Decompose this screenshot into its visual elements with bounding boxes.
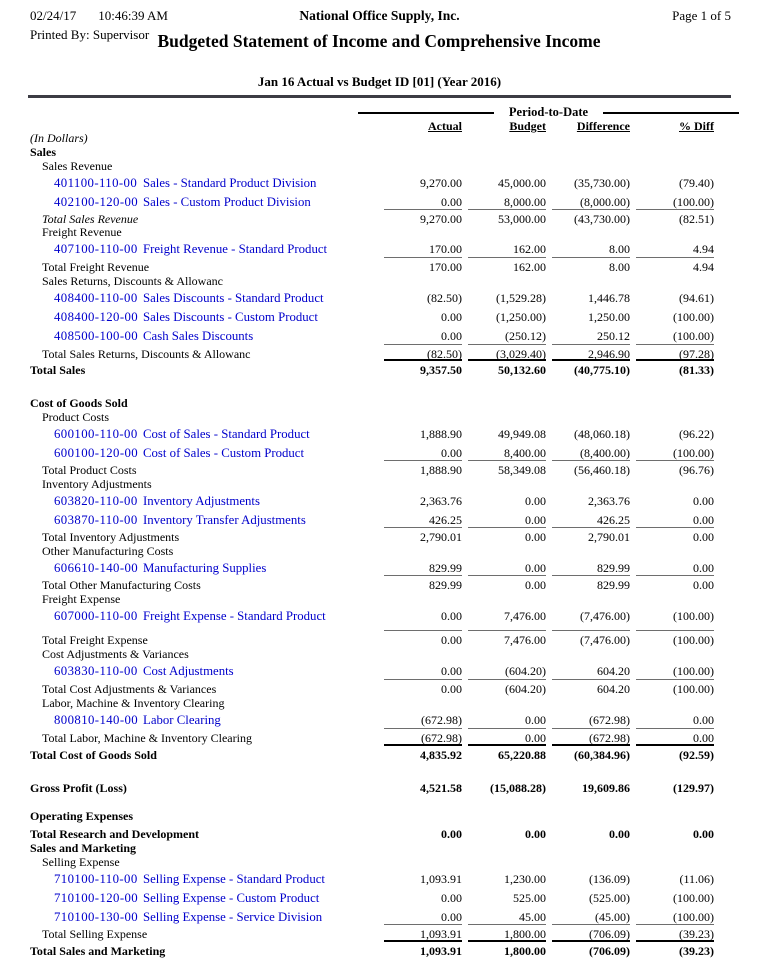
cell-budget: 0.00 [525, 494, 546, 508]
period-header-label: Period-to-Date [508, 105, 589, 119]
cell-actual: 2,363.76 [420, 494, 462, 508]
account-number-link[interactable]: 408400-120-00 [54, 310, 139, 324]
row-label: Total Freight Expense [42, 633, 148, 647]
cell-difference: 8.00 [609, 242, 630, 256]
cell-pctdiff: 0.00 [693, 827, 714, 841]
cell-difference: 8.00 [552, 257, 630, 274]
cell-budget: 49,949.08 [498, 427, 546, 441]
cell-actual: 426.25 [429, 513, 462, 527]
account-number-link[interactable]: 408400-110-00 [54, 291, 138, 305]
sub-row [30, 544, 714, 558]
cell-actual: 0.00 [441, 329, 462, 343]
cell-pctdiff: (39.23) [636, 924, 714, 941]
cell-budget: 0.00 [525, 713, 546, 727]
cell-difference: (40,775.10) [552, 359, 630, 377]
row-label: Operating Expenses [30, 809, 134, 823]
cell-actual: 829.99 [429, 561, 462, 575]
account-row [30, 872, 714, 887]
section-row [30, 809, 714, 823]
row-label: Gross Profit (Loss) [30, 781, 127, 795]
cell-difference: (8,400.00) [580, 446, 630, 460]
total-row [30, 212, 714, 226]
cell-budget: 1,230.00 [504, 872, 546, 886]
cell-difference: (706.09) [552, 940, 630, 958]
row-label: Total Cost Adjustments & Variances [42, 682, 217, 696]
cell-budget: 1,800.00 [468, 924, 546, 941]
account-row [30, 664, 714, 679]
cell-actual: 0.00 [441, 310, 462, 324]
cell-budget: 45.00 [519, 910, 546, 924]
row-label: Other Manufacturing Costs [42, 544, 174, 558]
account-description-link[interactable]: Freight Expense - Standard Product [143, 609, 326, 623]
cell-pctdiff: 0.00 [693, 561, 714, 575]
account-row [30, 513, 714, 528]
cell-difference: 1,446.78 [588, 291, 630, 305]
grand-row [30, 944, 714, 958]
cell-budget: (604.20) [468, 679, 546, 696]
account-description-link[interactable]: Inventory Transfer Adjustments [143, 513, 306, 527]
account-number-link[interactable]: 603820-110-00 [54, 494, 138, 508]
account-description-link[interactable]: Selling Expense - Service Division [143, 910, 323, 924]
cell-difference: (7,476.00) [580, 609, 630, 623]
cell-pctdiff: (129.97) [673, 781, 714, 795]
row-label: Total Sales Revenue [42, 212, 139, 226]
cell-actual: 0.00 [384, 679, 462, 696]
cell-pctdiff: (82.51) [636, 209, 714, 226]
cell-difference: (56,460.18) [552, 460, 630, 477]
row-label: Cost Adjustments & Variances [42, 647, 189, 661]
sub-row [30, 274, 714, 288]
cell-difference: (48,060.18) [574, 427, 630, 441]
cell-actual: 9,357.50 [384, 359, 462, 377]
print-time: 10:46:39 AM [98, 8, 168, 23]
account-number-link[interactable]: 600100-120-00 [54, 446, 139, 460]
sub-row [30, 855, 714, 869]
cell-actual: 0.00 [441, 827, 462, 841]
cell-actual: 9,270.00 [420, 176, 462, 190]
period-header-line-right [603, 112, 739, 114]
cell-actual: 829.99 [384, 575, 462, 592]
cell-pctdiff: (11.06) [679, 872, 714, 886]
account-description-link[interactable]: Selling Expense - Custom Product [143, 891, 320, 905]
sub-row [30, 159, 714, 173]
account-row [30, 291, 714, 306]
cell-budget: 0.00 [525, 827, 546, 841]
total-row [30, 260, 714, 274]
cell-budget: 8,400.00 [504, 446, 546, 460]
cell-budget: (1,529.28) [496, 291, 546, 305]
cell-difference: 19,609.86 [582, 781, 630, 795]
cell-difference: 2,363.76 [588, 494, 630, 508]
cell-pctdiff: 0.00 [693, 513, 714, 527]
total-row [30, 633, 714, 647]
row-label: Total Sales [30, 363, 86, 377]
report-title: Budgeted Statement of Income and Comprehensive Income [157, 31, 601, 51]
row-label: Product Costs [42, 410, 110, 424]
cell-difference: (672.98) [589, 713, 630, 727]
total-row [30, 927, 714, 941]
row-label: Freight Expense [42, 592, 121, 606]
row-label: Total Sales and Marketing [30, 944, 166, 958]
cell-difference: 250.12 [597, 329, 630, 343]
cell-budget: 162.00 [468, 257, 546, 274]
sub-row [30, 477, 714, 491]
row-label: Sales Returns, Discounts & Allowanc [42, 274, 223, 288]
printed-by: Printed By: Supervisor [30, 27, 150, 42]
cell-difference: 604.20 [552, 679, 630, 696]
cell-budget: 7,476.00 [504, 609, 546, 623]
cell-actual: 170.00 [429, 242, 462, 256]
account-row [30, 446, 714, 461]
cell-actual: 0.00 [441, 910, 462, 924]
cell-actual: 1,093.91 [384, 940, 462, 958]
account-row [30, 195, 714, 210]
cell-pctdiff: (100.00) [673, 446, 714, 460]
cell-budget: 58,349.08 [468, 460, 546, 477]
cell-difference: 2,946.90 [552, 344, 630, 361]
row-label: Total Sales Returns, Discounts & Allowanc [42, 347, 251, 361]
cell-actual: 1,093.91 [384, 924, 462, 941]
cell-difference: 0.00 [609, 827, 630, 841]
cell-actual: 1,093.91 [420, 872, 462, 886]
cell-actual: 4,835.92 [384, 744, 462, 762]
cell-pctdiff: (100.00) [673, 910, 714, 924]
row-label: Total Freight Revenue [42, 260, 150, 274]
cell-pctdiff: 0.00 [693, 713, 714, 727]
account-description-link[interactable]: Cost Adjustments [143, 664, 234, 678]
cell-actual: 0.00 [441, 609, 462, 623]
row-label: Sales and Marketing [30, 841, 137, 855]
cell-budget: (3,029.40) [468, 344, 546, 361]
account-row [30, 494, 714, 509]
column-header-pctdiff: % Diff [679, 119, 714, 133]
cell-budget: 7,476.00 [468, 630, 546, 647]
cell-actual: 0.00 [441, 446, 462, 460]
total-row [30, 463, 714, 477]
cell-budget: 525.00 [513, 891, 546, 905]
account-number-link[interactable]: 800810-140-00 [54, 713, 139, 727]
cell-actual: 0.00 [441, 891, 462, 905]
cell-difference: (672.98) [552, 728, 630, 745]
cell-budget: 65,220.88 [468, 744, 546, 762]
cell-pctdiff: 0.00 [636, 728, 714, 745]
account-number-link[interactable]: 710100-130-00 [54, 910, 139, 924]
account-description-link[interactable]: Freight Revenue - Standard Product [143, 242, 328, 256]
column-header-actual: Actual [428, 119, 462, 133]
cell-actual: 0.00 [441, 195, 462, 209]
grand-row [30, 781, 714, 795]
cell-pctdiff: (100.00) [673, 195, 714, 209]
cell-pctdiff: 0.00 [636, 527, 714, 544]
cell-actual: (672.98) [384, 728, 462, 745]
section-row [30, 396, 714, 410]
cell-pctdiff: (96.76) [636, 460, 714, 477]
row-label: Total Selling Expense [42, 927, 148, 941]
cell-budget: 53,000.00 [468, 209, 546, 226]
cell-budget: (250.12) [505, 329, 546, 343]
cell-actual: (672.98) [421, 713, 462, 727]
cell-actual: 0.00 [441, 664, 462, 678]
column-header-budget: Budget [509, 119, 546, 133]
account-number-link[interactable]: 408500-100-00 [54, 329, 139, 343]
account-row [30, 329, 714, 344]
cell-pctdiff: (100.00) [636, 679, 714, 696]
row-label: Total Product Costs [42, 463, 137, 477]
cell-difference: (136.09) [589, 872, 630, 886]
cell-budget: 0.00 [525, 561, 546, 575]
account-number-link[interactable]: 710100-120-00 [54, 891, 139, 905]
cell-pctdiff: 4.94 [636, 257, 714, 274]
cell-pctdiff: 4.94 [693, 242, 714, 256]
cell-actual: 9,270.00 [384, 209, 462, 226]
account-description-link[interactable]: Sales Discounts - Custom Product [143, 310, 318, 324]
row-label: Total Inventory Adjustments [42, 530, 180, 544]
account-number-link[interactable]: 401100-110-00 [54, 176, 138, 190]
report-subtitle: Jan 16 Actual vs Budget ID [01] (Year 2016) [257, 74, 502, 89]
total-row [30, 682, 714, 696]
cell-actual: 1,888.90 [420, 427, 462, 441]
cell-pctdiff: (100.00) [673, 329, 714, 343]
cell-pctdiff: (79.40) [679, 176, 714, 190]
header-divider [28, 95, 731, 98]
cell-budget: 0.00 [525, 513, 546, 527]
cell-difference: (60,384.96) [552, 744, 630, 762]
row-label: Selling Expense [42, 855, 120, 869]
cell-actual: (82.50) [427, 291, 462, 305]
account-row [30, 891, 714, 906]
row-label: Total Research and Development [30, 827, 199, 841]
row-label: Cost of Goods Sold [30, 396, 128, 410]
cell-budget: (604.20) [505, 664, 546, 678]
print-date: 02/24/17 [30, 8, 77, 23]
section-row [30, 841, 714, 855]
account-description-link[interactable]: Sales Discounts - Standard Product [143, 291, 324, 305]
account-row [30, 561, 714, 576]
cell-actual: 170.00 [384, 257, 462, 274]
cell-pctdiff: (100.00) [673, 664, 714, 678]
column-header-difference: Difference [576, 119, 630, 133]
total-row [30, 578, 714, 592]
row-label: Freight Revenue [42, 225, 122, 239]
cell-actual: 1,888.90 [384, 460, 462, 477]
sub-row [30, 225, 714, 239]
account-number-link[interactable]: 603830-110-00 [54, 664, 138, 678]
cell-actual: (82.50) [384, 344, 462, 361]
cell-budget: (15,088.28) [490, 781, 546, 795]
row-label: Sales Revenue [42, 159, 113, 173]
sub-row [30, 410, 714, 424]
row-label: Total Labor, Machine & Inventory Clearing [42, 731, 252, 745]
cell-difference: (7,476.00) [552, 630, 630, 647]
cell-budget: 162.00 [513, 242, 546, 256]
account-row [30, 242, 714, 257]
account-row [30, 910, 714, 925]
account-number-link[interactable]: 607000-110-00 [54, 609, 138, 623]
grand-row [30, 363, 714, 377]
account-row [30, 176, 714, 191]
row-label: Total Other Manufacturing Costs [42, 578, 201, 592]
cell-difference: (8,000.00) [580, 195, 630, 209]
cell-difference: (706.09) [552, 924, 630, 941]
account-row [30, 427, 714, 442]
column-header-row [30, 119, 714, 133]
account-number-link[interactable]: 710100-110-00 [54, 872, 138, 886]
account-description-link[interactable]: Labor Clearing [143, 713, 221, 727]
cell-difference: 604.20 [597, 664, 630, 678]
cell-budget: 0.00 [468, 728, 546, 745]
account-description-link[interactable]: Manufacturing Supplies [143, 561, 267, 575]
page-number: Page 1 of 5 [672, 8, 731, 23]
grand-row [30, 827, 714, 841]
account-number-link[interactable]: 600100-110-00 [54, 427, 138, 441]
cell-difference: 1,250.00 [588, 310, 630, 324]
account-row [30, 310, 714, 325]
cell-difference: 426.25 [597, 513, 630, 527]
grand-row [30, 748, 714, 762]
sub-row [30, 592, 714, 606]
account-row [30, 609, 714, 624]
cell-budget: 0.00 [468, 527, 546, 544]
cell-budget: 45,000.00 [498, 176, 546, 190]
account-description-link[interactable]: Cost of Sales - Custom Product [143, 446, 305, 460]
period-header-line-left [358, 112, 494, 114]
cell-difference: 2,790.01 [552, 527, 630, 544]
account-number-link[interactable]: 603870-110-00 [54, 513, 138, 527]
unit-label: (In Dollars) [30, 131, 88, 145]
row-label: Labor, Machine & Inventory Clearing [42, 696, 225, 710]
cell-budget: 8,000.00 [504, 195, 546, 209]
cell-actual: 2,790.01 [384, 527, 462, 544]
company-name: National Office Supply, Inc. [299, 8, 460, 23]
cell-pctdiff: (94.61) [679, 291, 714, 305]
cell-pctdiff: (100.00) [673, 891, 714, 905]
account-description-link[interactable]: Sales - Standard Product Division [143, 176, 317, 190]
account-number-link[interactable]: 402100-120-00 [54, 195, 139, 209]
section-row [30, 145, 714, 159]
account-description-link[interactable]: Cost of Sales - Standard Product [143, 427, 310, 441]
cell-budget: 0.00 [468, 575, 546, 592]
sub-row [30, 696, 714, 710]
cell-pctdiff: (100.00) [636, 630, 714, 647]
cell-difference: 829.99 [552, 575, 630, 592]
cell-pctdiff: (92.59) [636, 744, 714, 762]
cell-difference: (35,730.00) [574, 176, 630, 190]
cell-pctdiff: (100.00) [673, 609, 714, 623]
account-number-link[interactable]: 407100-110-00 [54, 242, 138, 256]
account-description-link[interactable]: Cash Sales Discounts [143, 329, 254, 343]
row-label: Inventory Adjustments [42, 477, 152, 491]
cell-actual: 4,521.58 [420, 781, 462, 795]
total-row [30, 530, 714, 544]
cell-budget: (1,250.00) [496, 310, 546, 324]
cell-pctdiff: (39.23) [636, 940, 714, 958]
row-label: Total Cost of Goods Sold [30, 748, 157, 762]
account-description-link[interactable]: Inventory Adjustments [143, 494, 260, 508]
cell-difference: (43,730.00) [552, 209, 630, 226]
cell-difference: (525.00) [589, 891, 630, 905]
account-number-link[interactable]: 606610-140-00 [54, 561, 139, 575]
cell-difference: 829.99 [597, 561, 630, 575]
account-description-link[interactable]: Selling Expense - Standard Product [143, 872, 325, 886]
cell-pctdiff: (100.00) [673, 310, 714, 324]
total-row [30, 731, 714, 745]
row-label: Sales [30, 145, 57, 159]
cell-pctdiff: (81.33) [636, 359, 714, 377]
cell-actual: 0.00 [384, 630, 462, 647]
account-row [30, 713, 714, 728]
cell-pctdiff: (97.28) [636, 344, 714, 361]
cell-pctdiff: 0.00 [693, 494, 714, 508]
cell-budget: 50,132.60 [468, 359, 546, 377]
cell-pctdiff: 0.00 [636, 575, 714, 592]
cell-difference: (45.00) [595, 910, 630, 924]
cell-budget: 1,800.00 [468, 940, 546, 958]
sub-row [30, 647, 714, 661]
cell-pctdiff: (96.22) [679, 427, 714, 441]
account-description-link[interactable]: Sales - Custom Product Division [143, 195, 311, 209]
